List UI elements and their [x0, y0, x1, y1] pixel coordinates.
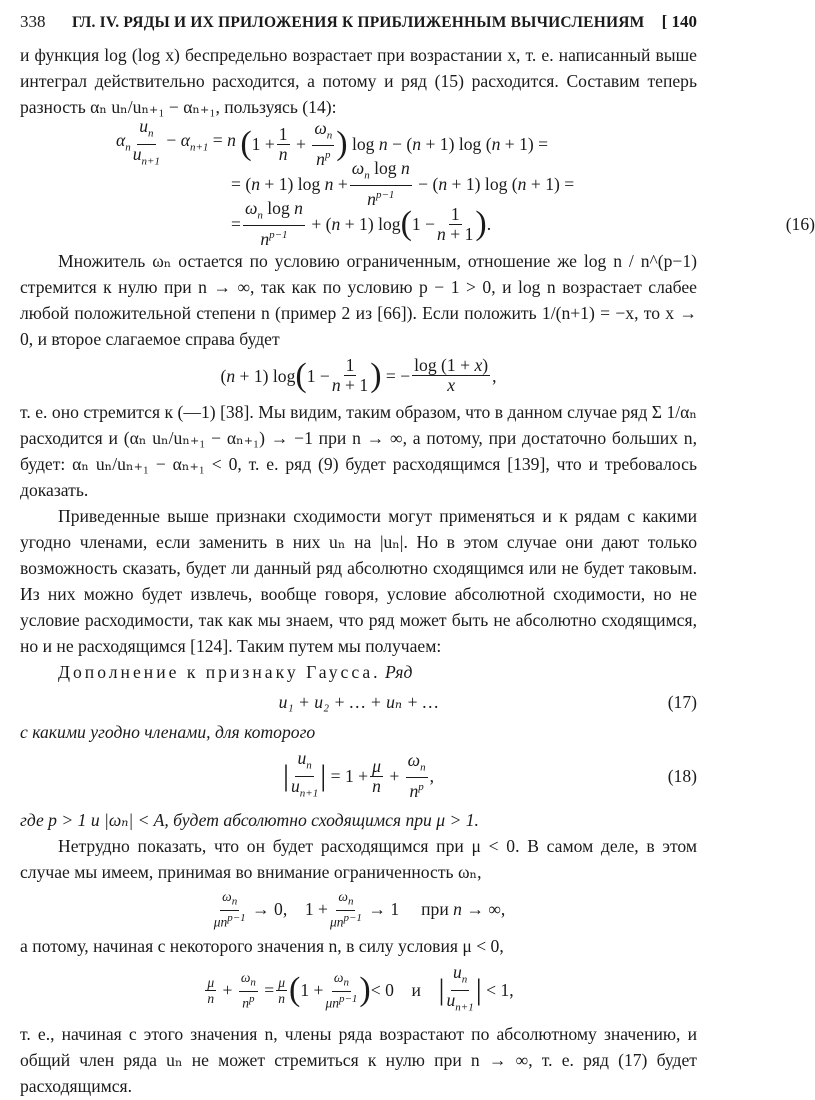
paragraph-2: Множитель ωₙ остается по условию ограниченным, отношение же log n / n^(p−1) стремится к нулю при n → ∞, так как по условию p − 1 > 0, и log n возрастает слабее любой положительной степени n (пример 2 из [66]). Если положить 1/(n+1) = −x, то x → 0, и второе слагаемое справа будет	[20, 251, 697, 349]
chapter-title: ГЛ. IV. РЯДЫ И ИХ ПРИЛОЖЕНИЯ К ПРИБЛИЖЕННЫМ ВЫЧИСЛЕНИЯМ	[72, 14, 645, 31]
paragraph-3: т. е. оно стремится к (—1) [38]. Мы видим, таким образом, что в данном случае ряд Σ 1/αₙ расходится и (αₙ uₙ/uₙ₊₁ − αₙ₊₁) → −1 при n → ∞, а потому, при достаточно больших n, будет: αₙ uₙ/uₙ₊₁ − αₙ₊₁ < 0, т. е. ряд (9) будет расходящимся [139], что и требовалось доказать.	[20, 402, 697, 500]
running-head	[20, 12, 697, 42]
theorem-text: Ряд	[384, 662, 413, 682]
equation-inequality: $\frac{\mu}{n}$ + $\frac{\omega_n}{n^p}$ = $\frac{\mu}{n}$ ( 1 + $\frac{\omega_n}{\mu n^{p-1}}$ ) < 0 и | $\frac{u_n}{u_{n+1}}$ | < 1,	[207, 962, 514, 1014]
theorem-heading: Дополнение к признаку Гаусса.	[58, 662, 381, 682]
section-number: [ 140	[661, 12, 697, 31]
equation-17-body: u₁ + u₂ + … + uₙ + …	[278, 692, 439, 712]
paragraph-6: с какими угодно членами, для которого	[20, 722, 316, 742]
equation-limits-2: $\frac{\omega_n}{\mu n^{p-1}}$ → 0, 1 + $\frac{\omega_n}{\mu n^{p-1}}$ → 1 при n → ∞,	[213, 889, 506, 930]
paragraph-7: где p > 1 и |ωₙ| < A, будет абсолютно сходящимся при μ > 1.	[20, 810, 479, 831]
equation-18: | $\frac{u_n}{u_{n+1}}$ | = 1 + $\frac{\mu}{n}$ + $\frac{\omega_n}{n^p}$ , (18)	[282, 748, 697, 802]
paragraph-4: Приведенные выше признаки сходимости могут применяться и к рядам с какими угодно членами, если заменить в них uₙ на |uₙ|. Но в этом случае они дают только возможность сказать, будет ли данный ряд абсолютно сходящимся или не будет таковым. Из них можно будет извлечь, вообще говоря, условие абсолютной сходимости, но не условие расходимости, так как мы знаем, что ряд может быть не абсолютно сходящимся, но и не расходящимся [124]. Таким путем мы получаем:	[20, 506, 697, 656]
paragraph-10: т. е., начиная с этого значения n, члены ряда возрастают по абсолютному значению, и общий член ряда uₙ не может стремиться к нулю при n → ∞, т. е. ряд (17) будет расходящимся.	[20, 1024, 697, 1097]
body-text	[20, 42, 815, 1099]
equation-17	[20, 689, 697, 715]
paragraph-9: а потому, начиная с некоторого значения n, в силу условия μ < 0,	[20, 936, 504, 957]
paragraph-1: и функция log (log x) беспредельно возрастает при возрастании x, т. е. написанный выше интеграл действительно расходится, а потому и ряд (15) расходится. Составим теперь разность αₙ uₙ/uₙ₊₁ − αₙ₊₁, пользуясь (14):	[20, 45, 697, 117]
paragraph-5	[20, 659, 697, 685]
equation-number-16: (16)	[785, 214, 815, 234]
equation-limit: (n + 1) log ( 1 − $\frac{1}{n + 1}$ ) = − $\frac{\log (1 + x)}{x}$ ,	[220, 355, 497, 395]
page-number: 338	[20, 12, 46, 31]
paragraph-8: Нетрудно показать, что он будет расходящимся при μ < 0. В самом деле, в этом случае мы имеем, принимая во внимание ограниченность ωₙ,	[20, 836, 697, 883]
equation-16: $\alpha_n$ $\frac{u_n}{u_{n+1}}$ − $\alpha_{n+1} = n$ ( 1 + $\frac{1}{n}$ + $\frac{\omega_n}{n^p}$ ) log n − (n + 1) log (n + 1) = = (n + 1) log n + $\frac{\omega_n \log n}{n^{p-1}}$ − (n + 1) log (n + 1) = = $\frac{\omega_n \log n}{n^{p-1}}$ + (n + 1) log ( 1 − $\frac{1}{n + 1}$ ) . (16)	[116, 115, 815, 250]
equation-number-17: (17)	[667, 692, 697, 712]
equation-number-18: (18)	[667, 766, 697, 787]
